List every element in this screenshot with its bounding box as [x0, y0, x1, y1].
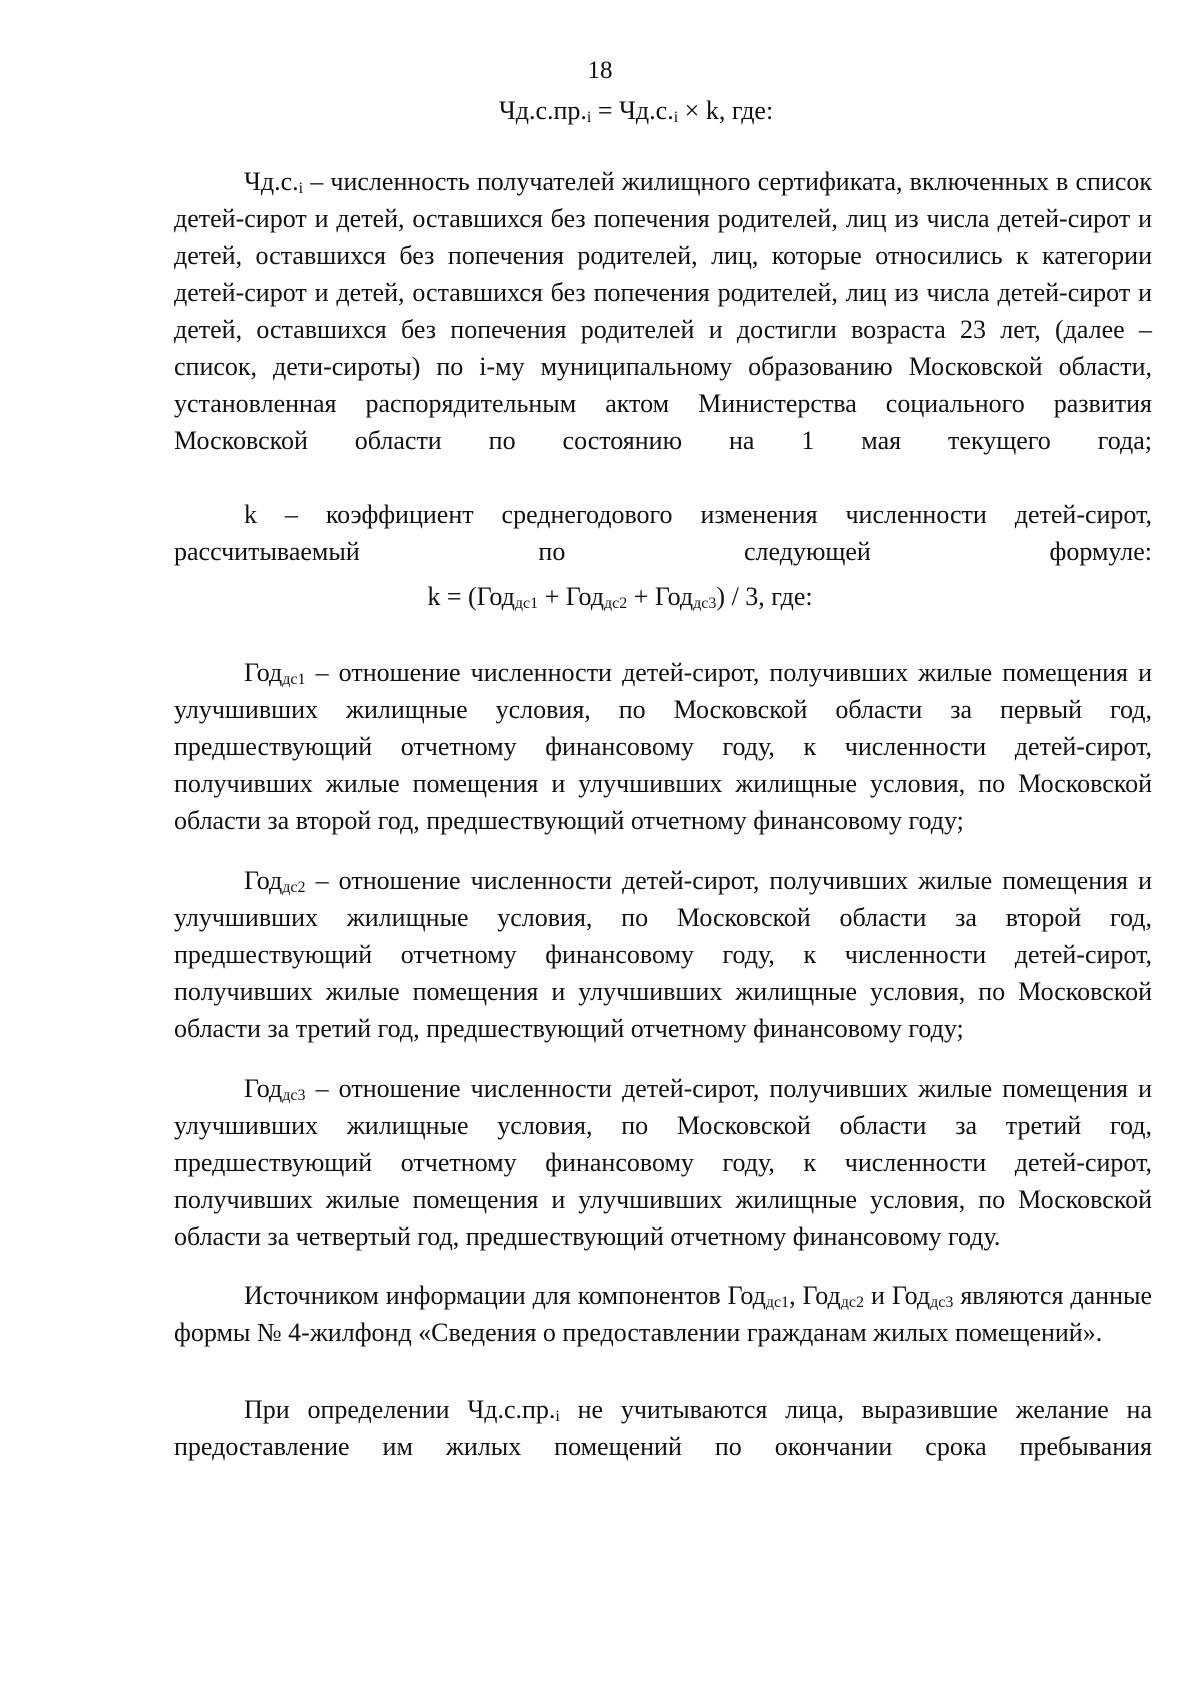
- exclusion-sub-1: i: [555, 1408, 560, 1425]
- source-paragraph: [174, 1277, 1152, 1351]
- formula-chdspr-lhs-sub: i: [586, 109, 592, 126]
- formula-k-plus1: + Год: [538, 582, 605, 611]
- definition-god-ds2-text: – отношение численности детей-сирот, получивших жилые помещения и улучшивших жилищные условия, по Московской области за второй год, предшествующий отчетному финансовому году, к численности детей-сирот, получивших жилые помещения и улучшивших жилищные условия, по Московской области за третий год, предшествующий отчетному финансовому году;: [174, 866, 1152, 1043]
- formula-k: [20, 582, 1200, 612]
- definition-chds-term: Чд.с.: [244, 167, 299, 196]
- definition-god-ds1-text: – отношение численности детей-сирот, получивших жилые помещения и улучшивших жилищные условия, по Московской области за первый год, предшествующий отчетному финансовому году, к численности детей-сирот, получивших жилые помещения и улучшивших жилищные условия, по Московской области за второй год, предшествующий отчетному финансовому году;: [174, 658, 1152, 835]
- definition-god-ds2-term: Год: [244, 866, 283, 895]
- definition-god-ds3-text: – отношение численности детей-сирот, получивших жилые помещения и улучшивших жилищные условия, по Московской области за третий год, предшествующий отчетному финансовому году, к численности детей-сирот, получивших жилые помещения и улучшивших жилищные условия, по Московской области за четвертый год, предшествующий отчетному финансовому году.: [174, 1074, 1152, 1251]
- definition-god-ds1: [174, 654, 1152, 839]
- formula-k-tail: ) / 3, где:: [716, 582, 813, 611]
- source-sub-2: дс2: [840, 1294, 865, 1311]
- formula-k-sub1: дс1: [514, 595, 539, 612]
- formula-chdspr-lhs: Чд.с.пр.: [498, 96, 587, 125]
- formula-k-plus2: + Год: [627, 582, 694, 611]
- definition-chds-text: – численность получателей жилищного сертификата, включенных в список детей-сирот и детей, оставшихся без попечения родителей, лиц из числа детей-сирот и детей, оставшихся без попечения родителей, лиц, которые относились к категории детей-сирот и детей, оставшихся без попечения родителей, лиц из числа детей-сирот и детей, оставшихся без попечения родителей и достигли возраста 23 лет, (далее – список, дети-сироты) по i-му муниципальному образованию Московской области, установленная распорядительным актом Министерства социального развития Московской области по состоянию на 1 мая текущего года;: [174, 167, 1152, 455]
- definition-god-ds3-term: Год: [244, 1074, 283, 1103]
- source-text-4: являются данные формы № 4-жилфонд «Сведения о предоставлении гражданам жилых помещений».: [174, 1281, 1152, 1347]
- definition-k: k – коэффициент среднегодового изменения численности детей-сирот, рассчитываемый по следующей формуле:: [174, 500, 1152, 566]
- formula-k-sub3: дс3: [693, 595, 717, 612]
- definition-god-ds3-term-sub: дс3: [282, 1087, 306, 1104]
- source-text-3: и Год: [864, 1281, 931, 1310]
- definition-god-ds3: [174, 1070, 1152, 1255]
- definition-god-ds1-term: Год: [244, 658, 283, 687]
- formula-chdspr-rhs-sub: i: [673, 109, 679, 126]
- source-sub-1: дс1: [765, 1294, 790, 1311]
- formula-k-sub2: дс2: [604, 595, 628, 612]
- definition-chds: [174, 163, 1152, 459]
- formula-chdspr: [36, 96, 1200, 126]
- formula-k-lead: k = (Год: [427, 582, 515, 611]
- source-text-1: Источником информации для компонентов Год: [244, 1281, 766, 1310]
- exclusion-text-1: При определении Чд.с.пр.: [244, 1395, 556, 1424]
- source-sub-3: дс3: [930, 1294, 954, 1311]
- definition-god-ds2-term-sub: дс2: [282, 879, 306, 896]
- page-number: 18: [587, 57, 613, 84]
- definition-chds-term-sub: i: [298, 180, 304, 197]
- formula-chdspr-tail: × k, где:: [678, 96, 774, 125]
- exclusion-text-2: не учитываются лица, выразившие желание на предоставление им жилых помещений по окончании срока пребывания: [174, 1395, 1152, 1461]
- exclusion-paragraph: [174, 1391, 1152, 1465]
- definition-god-ds2: [174, 862, 1152, 1047]
- source-text-2: , Год: [789, 1281, 841, 1310]
- definition-god-ds1-term-sub: дс1: [282, 671, 306, 688]
- formula-chdspr-eq: = Чд.с.: [591, 96, 674, 125]
